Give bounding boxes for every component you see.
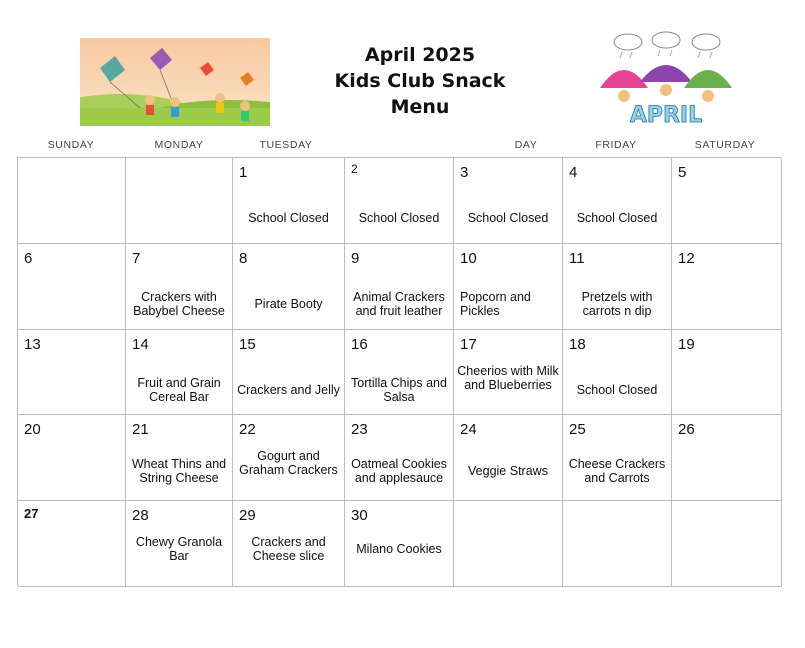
snack-text: Cheerios with Milk and Blueberries: [457, 363, 559, 392]
snack-text: Cheese Crackers and Carrots: [568, 456, 666, 485]
day-number: 20: [24, 421, 41, 438]
day-number: 1: [239, 164, 248, 181]
snack-text: Crackers and Cheese slice: [251, 534, 326, 563]
snack-text: Fruit and Grain Cereal Bar: [137, 375, 221, 404]
day-number: 21: [132, 421, 149, 438]
day-number: 3: [460, 164, 469, 181]
day-number: 2: [351, 162, 358, 176]
kids-flying-kites-illustration: [80, 38, 270, 126]
calendar-cell: [233, 244, 345, 330]
snack-text: School Closed: [358, 210, 440, 225]
day-number: 28: [132, 507, 149, 524]
day-number: 23: [351, 421, 368, 438]
menu-title: [330, 42, 510, 120]
calendar-cell: [345, 501, 454, 587]
snack-text: Popcorn and Pickles: [460, 289, 531, 318]
calendar-cell: [18, 415, 126, 501]
title-line-3: Menu: [390, 96, 450, 118]
day-number: 19: [678, 336, 695, 353]
calendar-cell: [345, 158, 454, 244]
snack-text: Veggie Straws: [468, 463, 548, 478]
day-number: 30: [351, 507, 368, 524]
calendar-cell: [672, 415, 782, 501]
day-number: 27: [24, 506, 39, 521]
day-number: 26: [678, 421, 695, 438]
weekday-sunday: SUNDAY: [47, 139, 95, 151]
calendar-cell: [233, 330, 345, 415]
calendar-cell: [126, 501, 233, 587]
day-number: 25: [569, 421, 586, 438]
day-number: 22: [239, 421, 256, 438]
calendar-cell: [563, 501, 672, 587]
calendar-cell: [345, 415, 454, 501]
snack-text: Animal Crackers and fruit leather: [353, 289, 445, 318]
day-number: 5: [678, 164, 687, 181]
snack-text: Gogurt and Graham Crackers: [239, 448, 338, 477]
calendar-cell: [563, 158, 672, 244]
snack-text: Pretzels with carrots n dip: [581, 289, 653, 318]
calendar-cell: [672, 330, 782, 415]
calendar-cell: [233, 501, 345, 587]
calendar-cell: [672, 244, 782, 330]
day-number: 29: [239, 507, 256, 524]
day-number: 7: [132, 250, 141, 267]
calendar-cell: [233, 158, 345, 244]
calendar-cell: [18, 244, 126, 330]
calendar-cell: [672, 501, 782, 587]
snack-text: Oatmeal Cookies and applesauce: [351, 456, 447, 485]
calendar-cell: [18, 501, 126, 587]
snack-text: School Closed: [576, 210, 658, 225]
april-art-text: APRIL: [629, 103, 703, 128]
day-number: 15: [239, 336, 256, 353]
calendar-cell: [126, 330, 233, 415]
calendar-cell: [672, 158, 782, 244]
weekday-monday: MONDAY: [154, 139, 204, 151]
calendar-cell: [233, 415, 345, 501]
calendar-cell: [345, 330, 454, 415]
snack-text: Pirate Booty: [254, 296, 323, 311]
calendar-cell: [18, 330, 126, 415]
snack-text: School Closed: [467, 210, 549, 225]
calendar-grid: [17, 157, 781, 586]
day-number: 18: [569, 336, 586, 353]
calendar-cell: [454, 501, 563, 587]
snack-text: Crackers with Babybel Cheese: [133, 289, 225, 318]
calendar-cell: [563, 330, 672, 415]
title-line-1: April 2025: [364, 44, 476, 66]
weekday-saturday: SATURDAY: [694, 139, 756, 151]
calendar-cell: [563, 244, 672, 330]
calendar-cell: [126, 244, 233, 330]
snack-text: School Closed: [576, 382, 658, 397]
calendar-cell: [454, 415, 563, 501]
day-number: 9: [351, 250, 360, 267]
calendar-cell: [126, 158, 233, 244]
weekday-friday: FRIDAY: [595, 139, 637, 151]
title-line-2: Kids Club Snack: [334, 70, 506, 92]
day-number: 12: [678, 250, 695, 267]
calendar-cell: [563, 415, 672, 501]
snack-text: School Closed: [248, 210, 329, 225]
calendar-cell: [454, 330, 563, 415]
day-number: 11: [569, 250, 585, 267]
weekday-thursday: DAY: [514, 139, 538, 151]
day-number: 10: [460, 250, 477, 267]
day-number: 24: [460, 421, 477, 438]
day-number: 8: [239, 250, 248, 267]
day-number: 13: [24, 336, 41, 353]
calendar-cell: [345, 244, 454, 330]
calendar-cell: [126, 415, 233, 501]
snack-text: Milano Cookies: [356, 541, 442, 556]
calendar-cell: [454, 158, 563, 244]
calendar-cell: [454, 244, 563, 330]
april-umbrellas-illustration: [596, 30, 736, 128]
day-number: 17: [460, 336, 477, 353]
snack-text: Chewy Granola Bar: [135, 534, 223, 563]
day-number: 16: [351, 336, 368, 353]
snack-text: Crackers and Jelly: [237, 382, 340, 397]
snack-text: Tortilla Chips and Salsa: [351, 375, 447, 404]
day-number: 14: [132, 336, 149, 353]
day-number: 4: [569, 164, 578, 181]
weekday-tuesday: TUESDAY: [259, 139, 313, 151]
snack-text: Wheat Thins and String Cheese: [131, 456, 227, 485]
calendar-cell: [18, 158, 126, 244]
day-number: 6: [24, 250, 33, 267]
